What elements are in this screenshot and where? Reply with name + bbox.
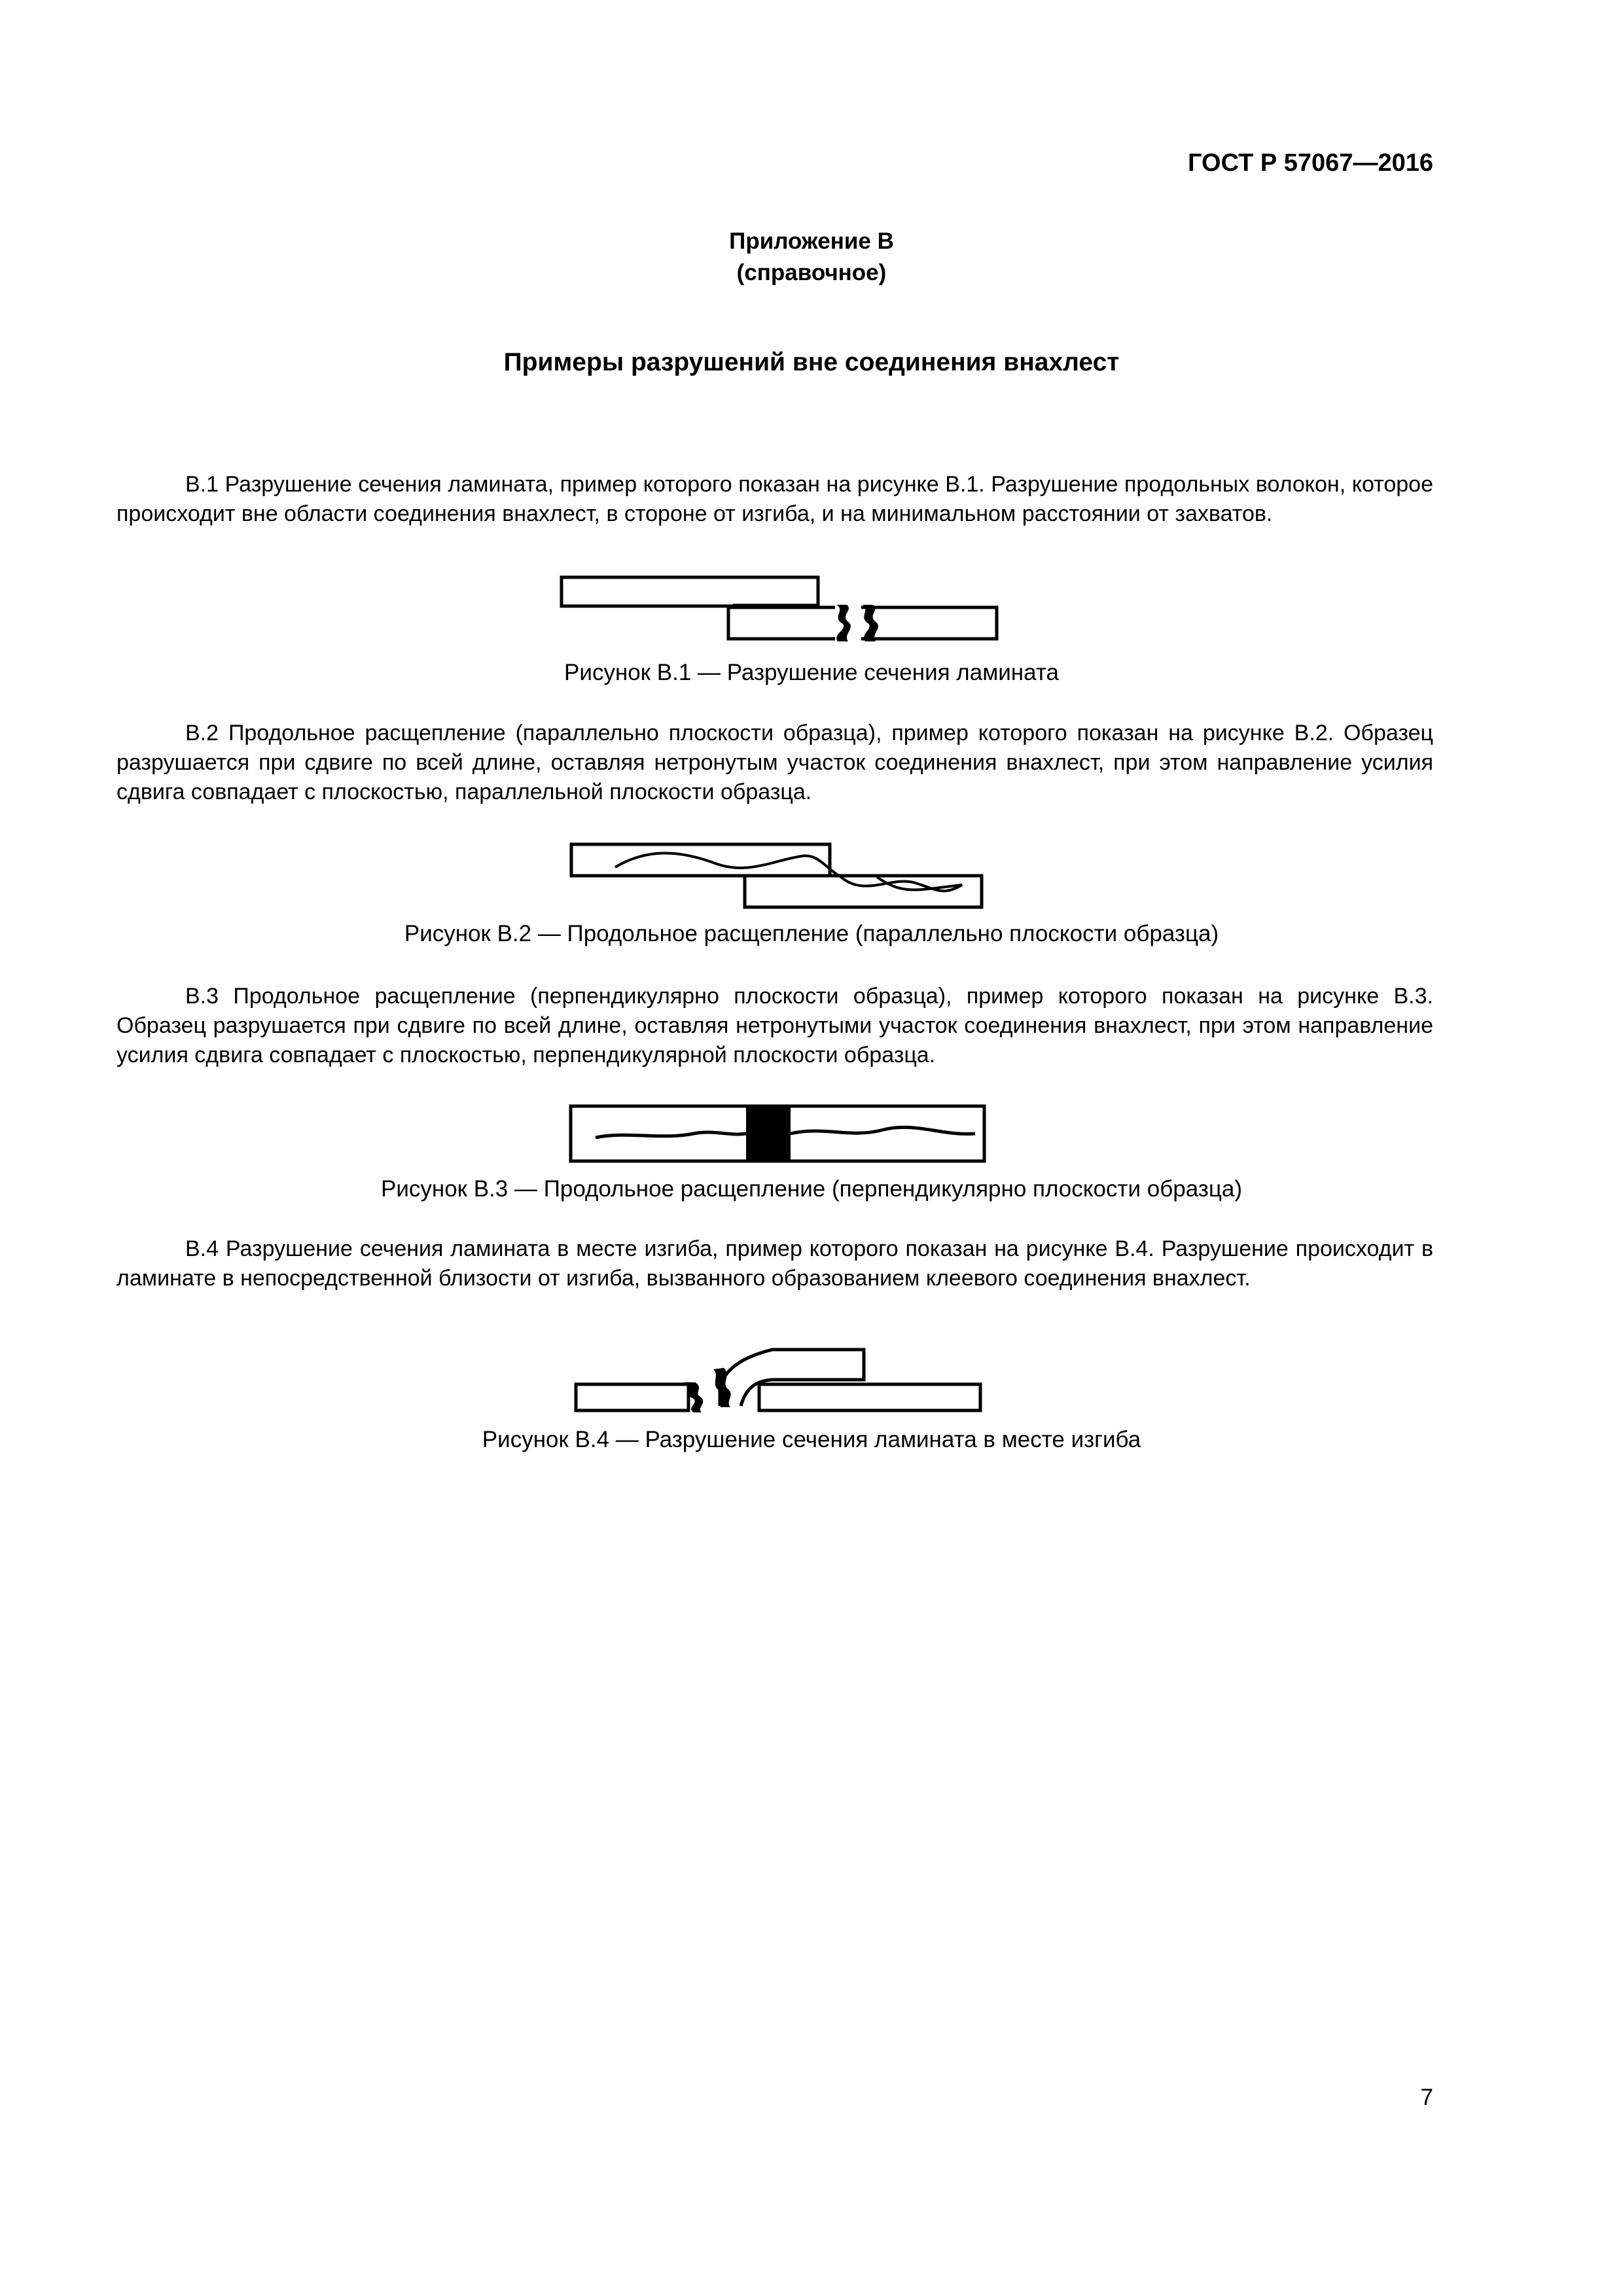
caption-b1: Рисунок В.1 — Разрушение сечения ламината <box>564 660 1059 685</box>
figure-b2 <box>0 831 1623 916</box>
paragraph-b4: В.4 Разрушение сечения ламината в месте изгиба, пример которого показан на рисунке В.4. Разрушение происходит в ламинате в непосредственной близости от изгиба, вызванного образованием клеевого соединения внахлест. <box>116 1236 1433 1291</box>
caption-b4: Рисунок В.4 — Разрушение сечения ламината в месте изгиба <box>482 1427 1141 1452</box>
figure-b1 <box>0 563 1623 655</box>
annex-subtitle: (справочное) <box>736 260 887 285</box>
figure-b3 <box>0 1100 1623 1172</box>
paragraph-b2: В.2 Продольное расщепление (параллельно плоскости образца), пример которого показан на рисунке В.2. Образец разрушается при сдвиге по всей длине, оставляя нетронутым участок соединения внахлест, при этом направление усилия сдвига совпадает с плоскостью, параллельной плоскости образца. <box>116 721 1433 804</box>
page-number: 7 <box>1420 2085 1433 2110</box>
caption-b3: Рисунок В.3 — Продольное расщепление (перпендикулярно плоскости образца) <box>380 1176 1243 1202</box>
page-heading: Примеры разрушений вне соединения внахлест <box>503 348 1120 376</box>
standard-number: ГОСТ Р 57067—2016 <box>1188 149 1433 177</box>
caption-b2: Рисунок В.2 — Продольное расщепление (параллельно плоскости образца) <box>404 921 1219 946</box>
figure-b4 <box>0 1335 1623 1420</box>
annex-title: Приложение В <box>729 228 894 254</box>
paragraph-b1: В.1 Разрушение сечения ламината, пример которого показан на рисунке В.1. Разрушение продольных волокон, которое происходит вне области соединения внахлест, в стороне от изгиба, и на минимальном расстоянии от захватов. <box>116 472 1433 526</box>
paragraph-b3: В.3 Продольное расщепление (перпендикулярно плоскости образца), пример которого показан на рисунке В.3. Образец разрушается при сдвиге по всей длине, оставляя нетронутыми участок соединения внахлест, при этом направление усилия сдвига совпадает с плоскостью, перпендикулярной плоскости образца. <box>116 984 1433 1067</box>
